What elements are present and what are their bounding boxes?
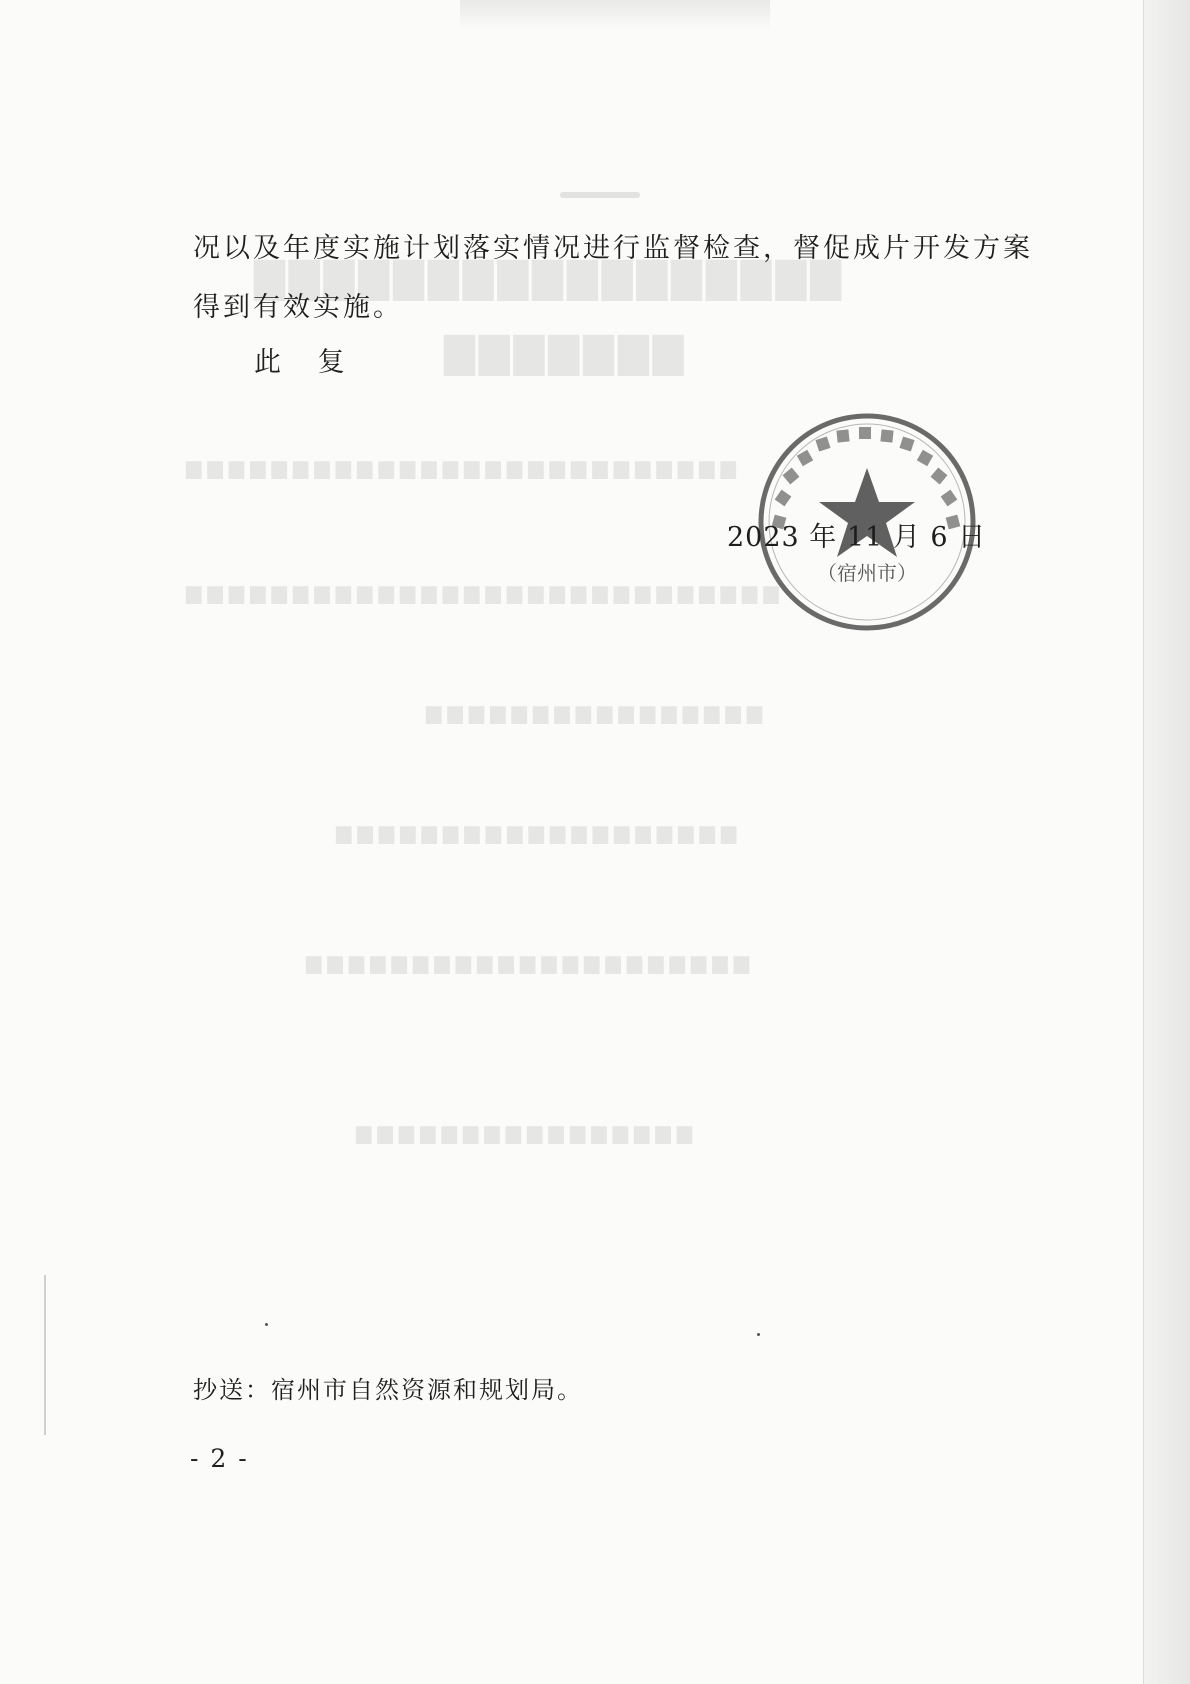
body-text-line: 得到有效实施。	[193, 292, 403, 323]
scan-smudge	[560, 192, 640, 198]
bleed-through-decoration: ▆▆▆▆▆▆▆▆▆▆▆▆▆▆▆▆▆▆▆	[330, 820, 737, 844]
page-number: - 2 -	[190, 1444, 249, 1473]
bleed-through-decoration: ▆▆▆▆▆▆▆▆▆▆▆▆▆▆▆▆	[420, 700, 763, 724]
scan-speck	[265, 1323, 268, 1326]
bleed-through-decoration: ▆▆▆▆▆▆▆▆▆▆▆▆▆▆▆▆	[350, 1120, 693, 1144]
carbon-copy-line: 抄送：宿州市自然资源和规划局。	[193, 1376, 583, 1404]
bleed-through-decoration: ▆▆▆▆▆▆▆▆▆▆▆▆▆▆▆▆▆▆▆▆▆▆▆▆▆▆	[180, 455, 736, 479]
document-date: 2023 年 11 月 6 日	[727, 522, 987, 553]
scan-edge-mark	[44, 1275, 46, 1435]
seal-lower-text: （宿州市）	[817, 561, 917, 585]
bleed-through-decoration: ▆▆▆▆▆▆▆▆▆▆▆▆▆▆▆▆▆▆▆▆▆	[300, 950, 749, 974]
bleed-through-decoration: ▇▇▇▇▇▇▇	[440, 330, 684, 376]
page-right-edge	[1143, 0, 1190, 1684]
closing-remark: 此 复	[254, 347, 359, 378]
bleed-through-decoration: ▇▇▇▇▇▇▇▇▇▇▇▇▇▇▇▇▇	[250, 255, 841, 301]
scan-speck	[757, 1333, 760, 1336]
bleed-through-decoration: ▆▆▆▆▆▆▆▆▆▆▆▆▆▆▆▆▆▆▆▆▆▆▆▆▆▆▆▆	[180, 580, 779, 604]
body-text-line: 况以及年度实施计划落实情况进行监督检查，督促成片开发方案	[193, 233, 1033, 264]
scan-smudge	[460, 0, 770, 30]
